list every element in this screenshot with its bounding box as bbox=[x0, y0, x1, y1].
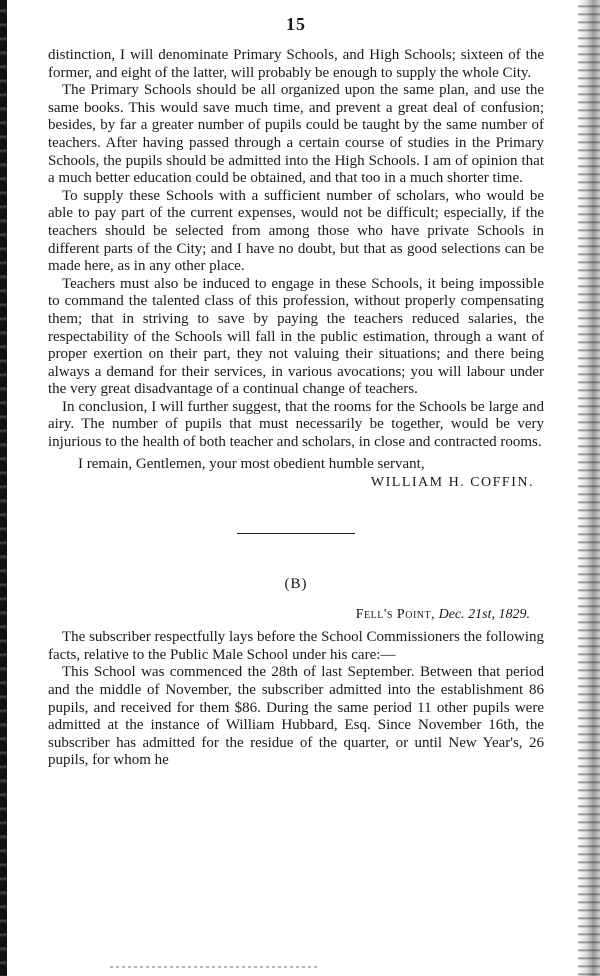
letter-paragraph-conclusion: In conclusion, I will further suggest, that the rooms for the Schools be large and airy. The number of pupils that must necessarily be together, would be very injurious to the health of both teacher and scholars, in close and contracted rooms. bbox=[48, 398, 544, 451]
letter-paragraph-scholars: To supply these Schools with a sufficient number of scholars, who would be able to pay part of the current expenses, would not be difficult; especially, if the teachers should be selected from among those who have private Schools in different parts of the City; and I have no doubt, but that as good selections can be made here, as in any other place. bbox=[48, 187, 544, 275]
section-divider bbox=[237, 533, 355, 534]
dateline-date: Dec. 21st, 1829. bbox=[438, 607, 530, 623]
letter-paragraph-continuation: distinction, I will denominate Primary Schools, and High Schools; sixteen of the former, and eight of the latter, will probably be enough to supply the whole City. bbox=[48, 47, 544, 81]
letter-closing: I remain, Gentlemen, your most obedient humble servant, bbox=[78, 455, 425, 472]
scan-bottom-mark bbox=[110, 966, 320, 968]
scan-binding-edge-left bbox=[0, 0, 7, 976]
letter-paragraph-primary-schools: The Primary Schools should be all organized upon the same plan, and use the same books. This would save much time, and prevent a great deal of confusion; besides, by far a greater number of pupils could be taught by the same number of teachers. After having passed through a certain course of studies in the Primary Schools, the pupils should be admitted into the High Schools. I am of opinion that a much better education could be obtained, and that too in a much shorter time. bbox=[48, 82, 544, 187]
page-number: 15 bbox=[286, 14, 306, 34]
scan-page-edge-right bbox=[578, 0, 600, 976]
letter-paragraph-teachers: Teachers must also be induced to engage in these Schools, it being impossible to command the talented class of this profession, without properly compensating them; that in striving to save by paying the teachers reduced salaries, the respectability of the Schools will fall in the public estimation, through a want of proper exertion on their part, they not valuing their situations; and there being always a demand for their services, in various avocations; you will labour under the very great disadvantage of a continual change of teachers. bbox=[48, 275, 544, 398]
appendix-label: (B) bbox=[284, 576, 308, 593]
appendix-dateline bbox=[48, 607, 544, 623]
letter-signature: WILLIAM H. COFFIN. bbox=[370, 475, 534, 491]
appendix-paragraph-intro: The subscriber respectfully lays before the School Commissioners the following facts, relative to the Public Male School under his care:— bbox=[48, 629, 544, 663]
appendix-paragraph-facts: This School was commenced the 28th of last September. Between that period and the middle of November, the subscriber admitted into the establishment 86 pupils, and received for them $86. During the same period 11 other pupils were admitted at the instance of William Hubbard, Esq. Since November 16th, the subscriber has admitted for the residue of the quarter, or until New Year's, 26 pupils, for whom he bbox=[48, 664, 544, 769]
appendix-body bbox=[48, 629, 544, 770]
letter-body bbox=[48, 47, 544, 473]
dateline-place: Fell's Point, bbox=[355, 607, 436, 623]
document-page bbox=[48, 14, 544, 770]
